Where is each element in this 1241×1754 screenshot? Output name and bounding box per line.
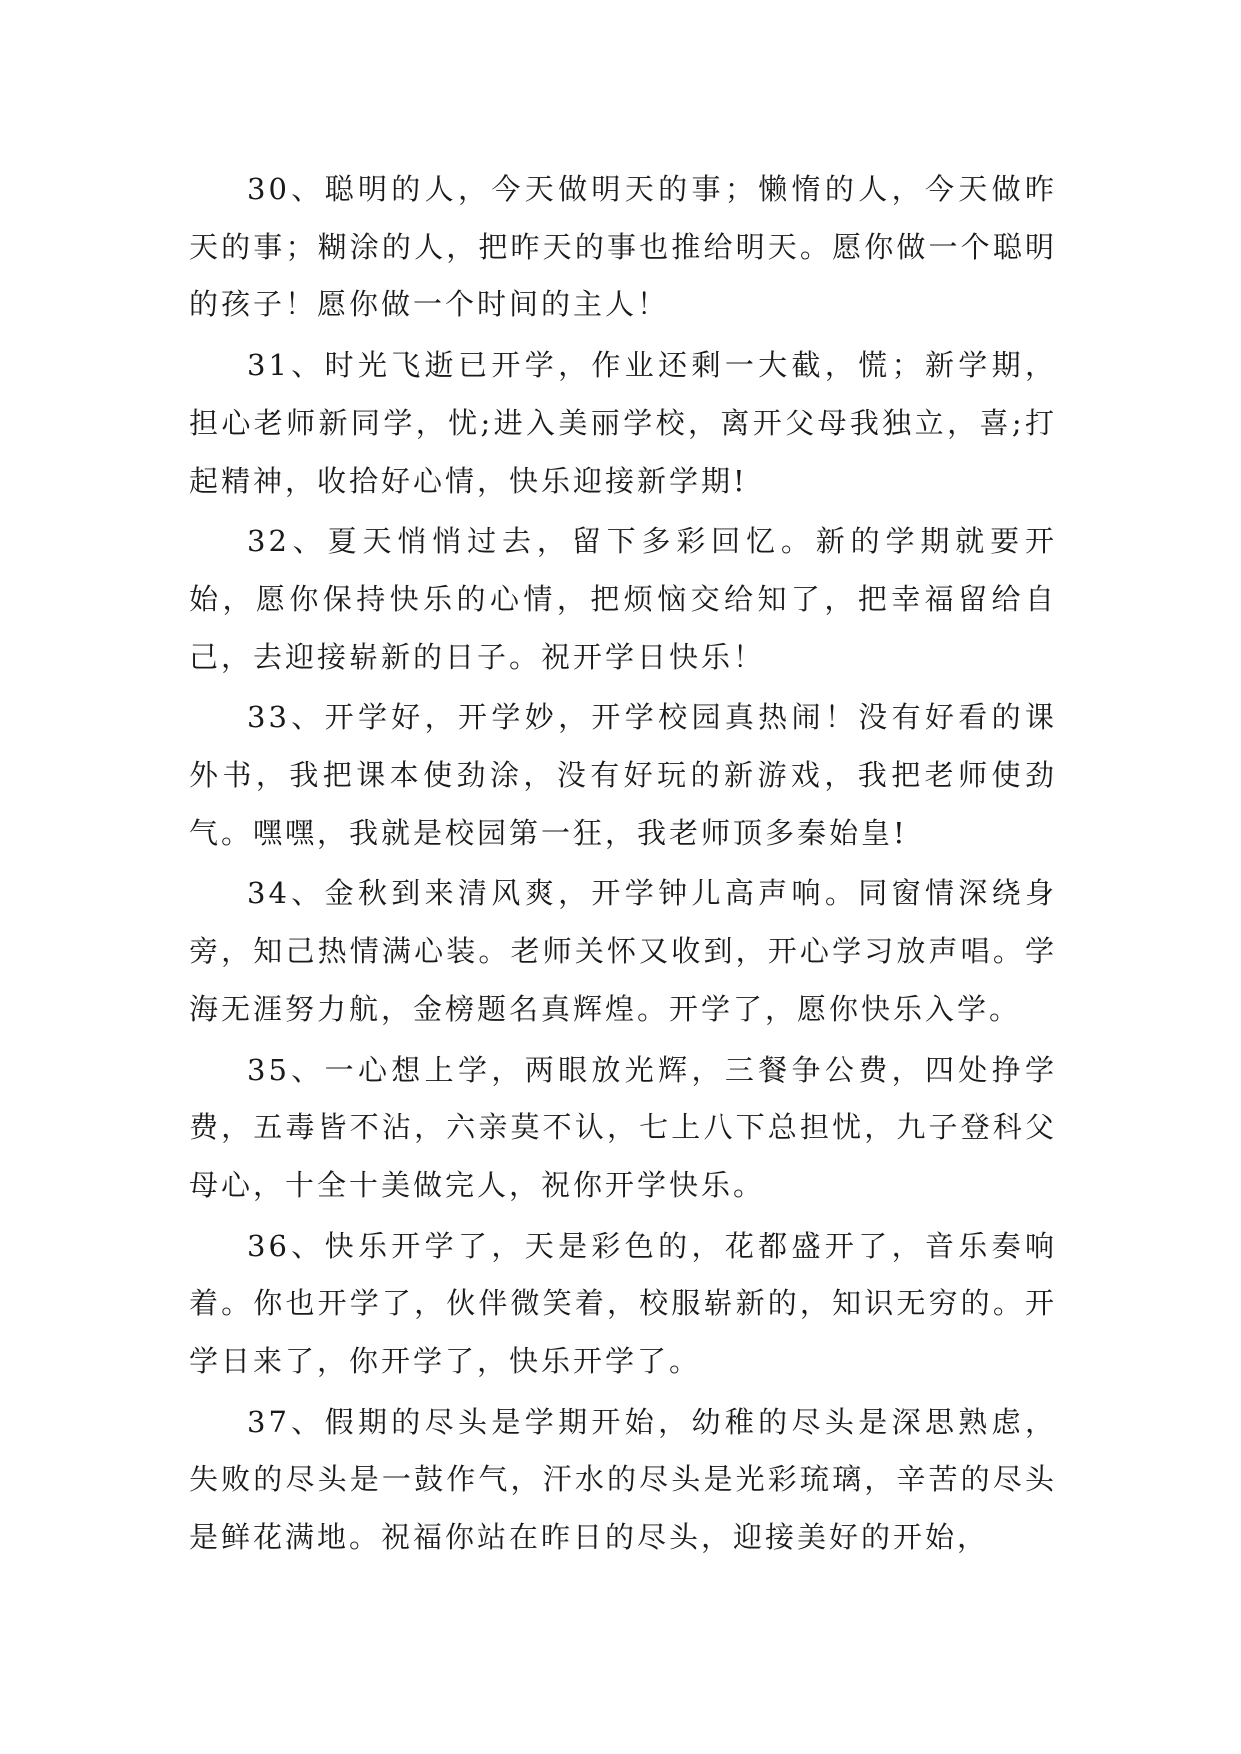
document-body (189, 161, 1057, 1570)
paragraph-35: 35、一心想上学，两眼放光辉，三餐争公费，四处挣学费，五毒皆不沾，六亲莫不认，七上八下总担忧，九子登科父母心，十全十美做完人，祝你开学快乐。 (189, 1052, 1057, 1202)
paragraph-32: 32、夏天悄悄过去，留下多彩回忆。新的学期就要开始，愿你保持快乐的心情，把烦恼交给知了，把幸福留给自己，去迎接崭新的日子。祝开学日快乐！ (189, 524, 1057, 674)
paragraph-36: 36、快乐开学了，天是彩色的，花都盛开了，音乐奏响着。你也开学了，伙伴微笑着，校服崭新的，知识无穷的。开学日来了，你开学了，快乐开学了。 (189, 1228, 1057, 1379)
paragraph-30: 30、聪明的人，今天做明天的事；懒惰的人，今天做昨天的事；糊涂的人，把昨天的事也推给明天。愿你做一个聪明的孩子！愿你做一个时间的主人！ (189, 172, 1057, 322)
paragraph-33: 33、开学好，开学妙，开学校园真热闹！没有好看的课外书，我把课本使劲涂，没有好玩的新游戏，我把老师使劲气。嘿嘿，我就是校园第一狂，我老师顶多秦始皇! (189, 700, 1057, 850)
paragraph-34: 34、金秋到来清风爽，开学钟儿高声响。同窗情深绕身旁，知己热情满心装。老师关怀又收到，开心学习放声唱。学海无涯努力航，金榜题名真辉煌。开学了，愿你快乐入学。 (189, 876, 1057, 1026)
paragraph-37: 37、假期的尽头是学期开始，幼稚的尽头是深思熟虑，失败的尽头是一鼓作气，汗水的尽头是光彩琉璃，辛苦的尽头是鲜花满地。祝福你站在昨日的尽头，迎接美好的开始， (189, 1404, 1057, 1555)
paragraph-31: 31、时光飞逝已开学，作业还剩一大截，慌；新学期，担心老师新同学，忧;进入美丽学校，离开父母我独立，喜;打起精神，收拾好心情，快乐迎接新学期! (189, 348, 1057, 498)
